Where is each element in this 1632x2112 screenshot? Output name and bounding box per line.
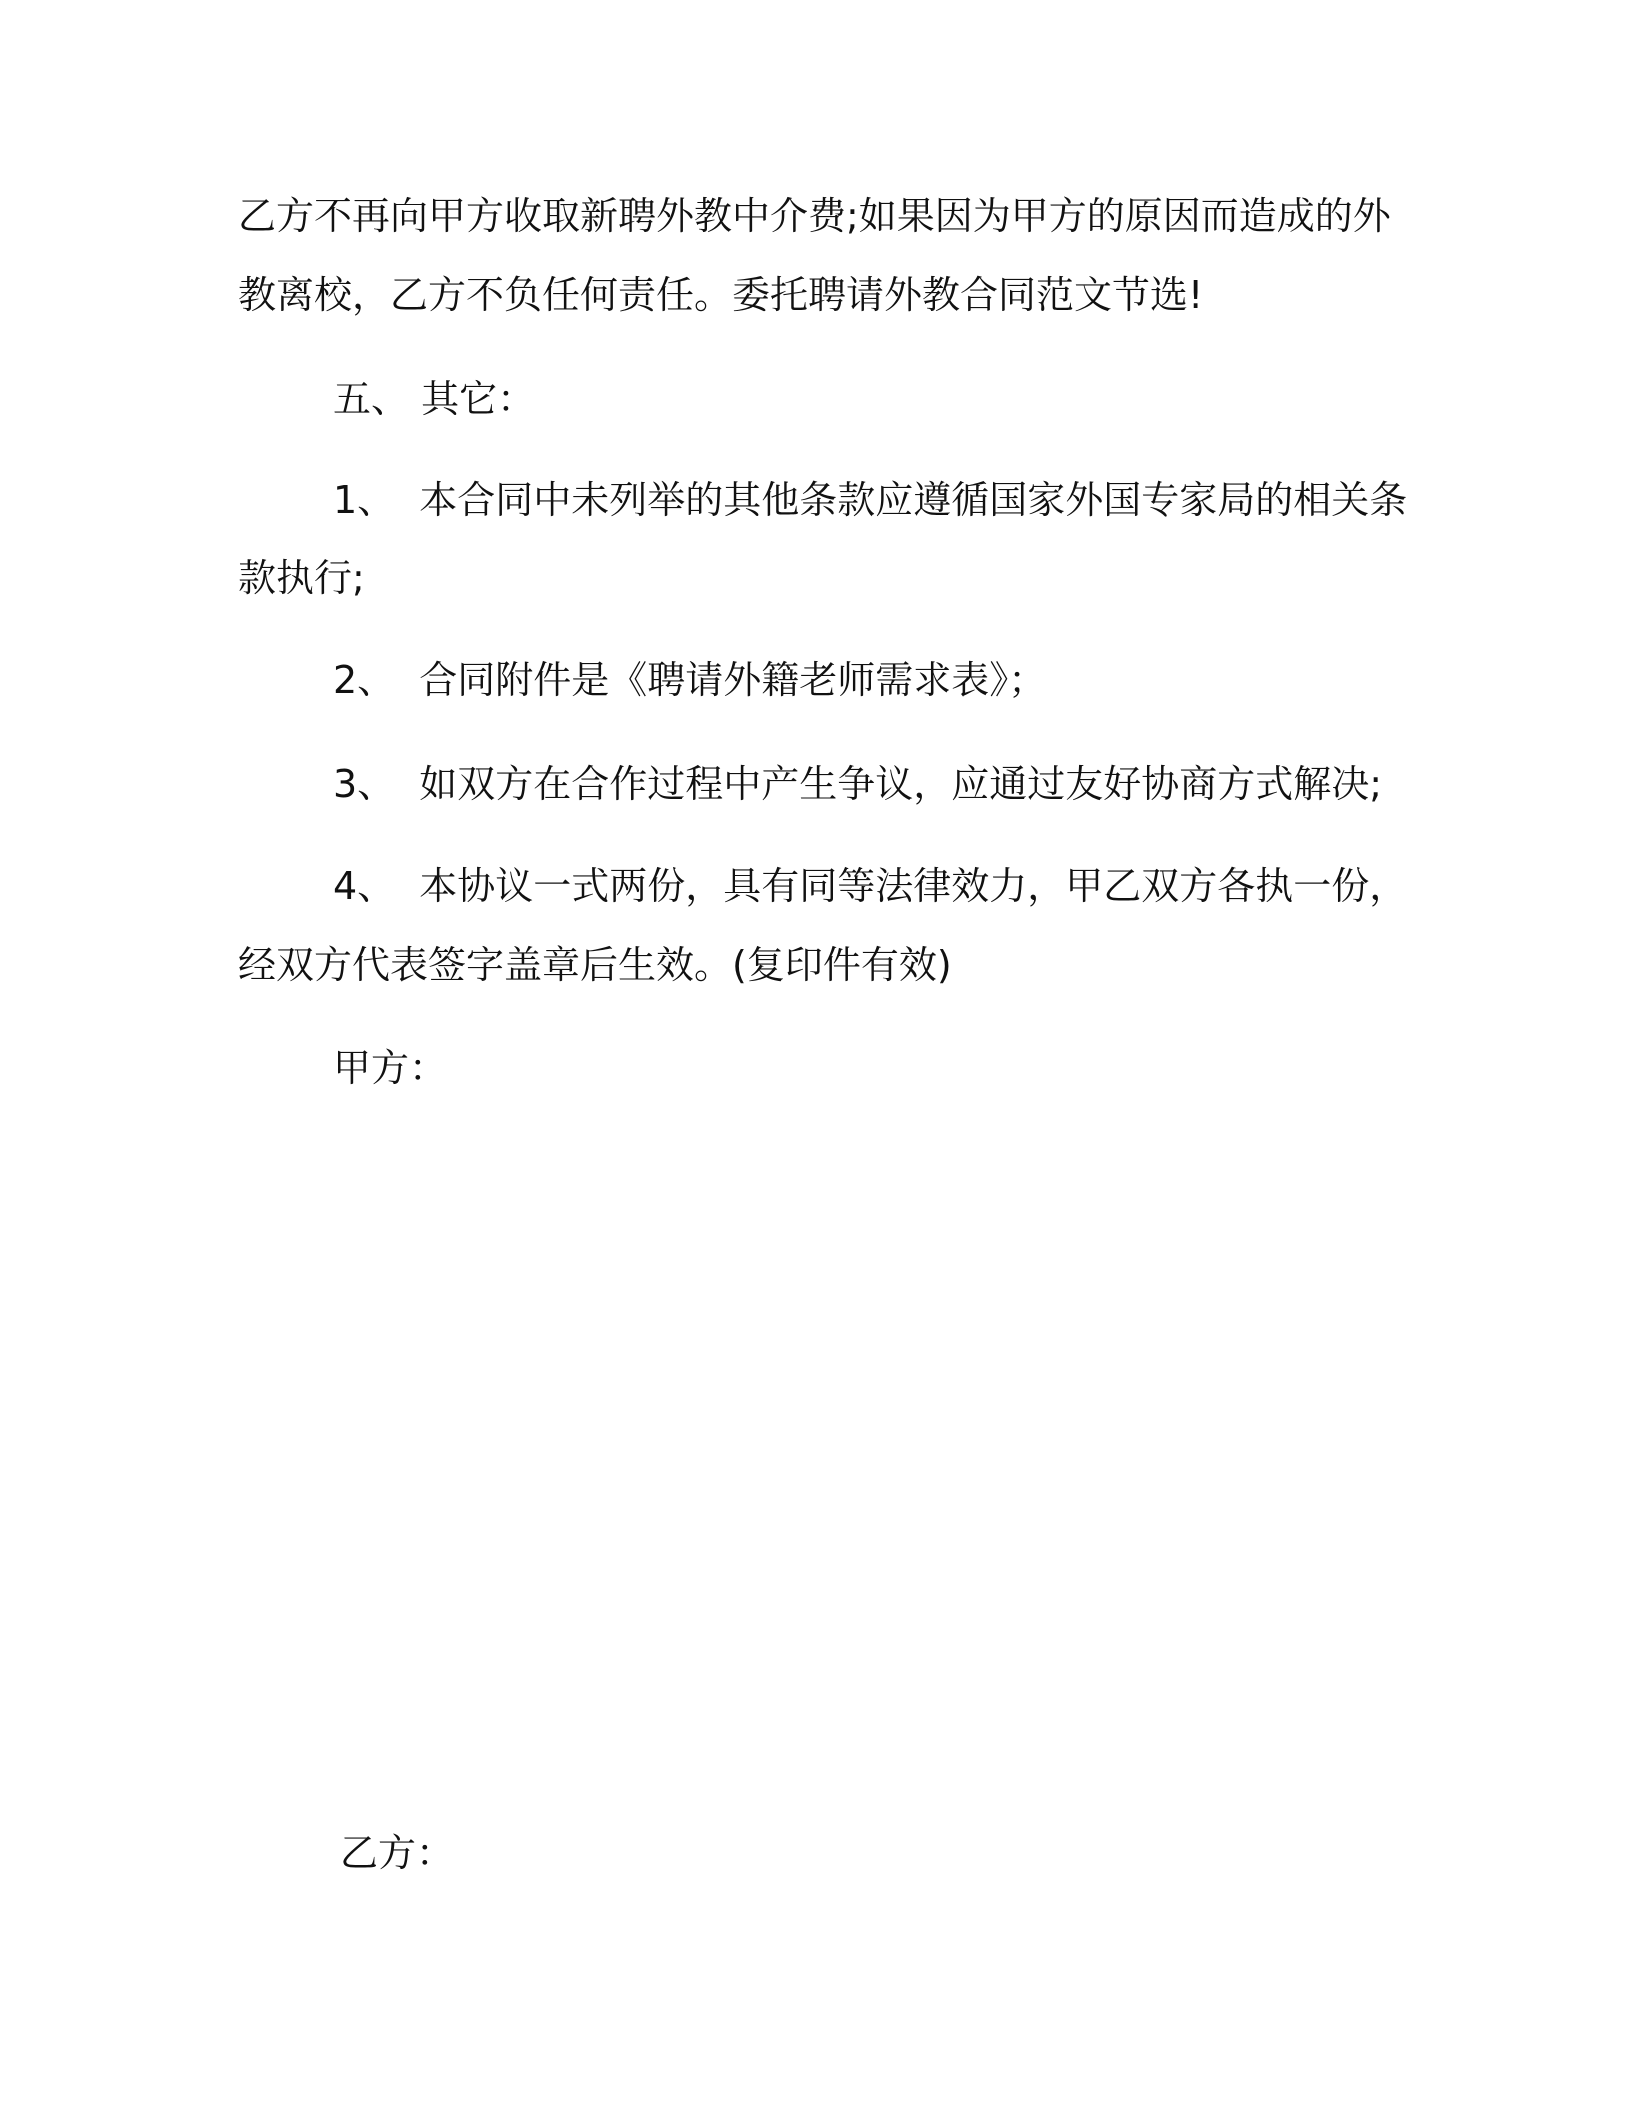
party-a-label: 甲方： — [333, 1046, 448, 1090]
paragraph-line: 教离校，乙方不负任何责任。委托聘请外教合同范文节选! — [238, 273, 1204, 317]
list-item — [333, 656, 1046, 704]
list-item-continuation: 款执行; — [238, 556, 365, 600]
list-item-text: 如双方在合作过程中产生争议，应通过友好协商方式解决; — [419, 762, 1382, 806]
list-item-number: 2、 — [333, 658, 396, 702]
list-item-text: 合同附件是《聘请外籍老师需求表》； — [419, 658, 1047, 702]
paragraph-line: 乙方不再向甲方收取新聘外教中介费;如果因为甲方的原因而造成的外 — [238, 194, 1391, 238]
list-item-continuation: 经双方代表签字盖章后生效。(复印件有效) — [238, 943, 952, 987]
list-item-text: 本合同中未列举的其他条款应遵循国家外国专家局的相关条 — [419, 478, 1408, 522]
section-heading: 五、 其它： — [333, 377, 536, 421]
list-item-text: 本协议一式两份，具有同等法律效力，甲乙双方各执一份， — [419, 864, 1408, 908]
list-item-number: 3、 — [333, 762, 396, 806]
list-item-number: 4、 — [333, 864, 396, 908]
list-item-number: 1、 — [333, 478, 396, 522]
party-b-label: 乙方： — [340, 1831, 455, 1875]
list-item — [333, 862, 1407, 910]
list-item — [333, 476, 1407, 524]
list-item — [333, 760, 1382, 808]
